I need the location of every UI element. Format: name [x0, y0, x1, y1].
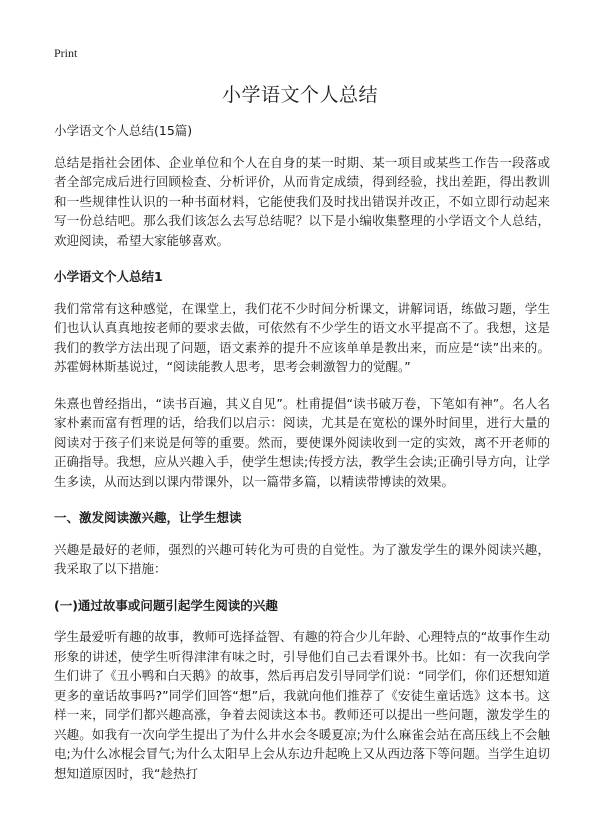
print-link[interactable]: Print	[54, 46, 78, 60]
section-heading: 小学语文个人总结1	[54, 269, 163, 284]
document-body	[54, 121, 550, 800]
document-subtitle: 小学语文个人总结(15篇)	[54, 123, 193, 138]
paragraph-2: 朱熹也曾经指出，“读书百遍，其义自见”。杜甫提倡“读书破万卷，下笔如有神”。名人名家朴素而富有哲理的话，给我们以启示：阅读，尤其是在宽松的课外时间里，进行大量的阅读对于孩子们来说是何等的重要。然而，要使课外阅读收到一定的实效，离不开老师的正确指导。我想，应从兴趣入手，使学生想读;传授方法，教学生会读;正确引导方向，让学生多读，从而达到以课内带课外，以一篇带多篇，以精读带博读的效果。	[54, 395, 550, 489]
paragraph-1: 我们常常有这种感觉，在课堂上，我们花不少时间分析课文，讲解词语，练做习题，学生们也认认真真地按老师的要求去做，可依然有不少学生的语文水平提高不了。我想，这是我们的教学方法出现了问题，语文素养的提升不应该单单是教出来，而应是“读”出来的。苏霍姆林斯基说过，“阅读能教人思考，思考会刺激智力的觉醒。”	[54, 300, 550, 374]
subsection-heading-1: 一、激发阅读激兴趣，让学生想读	[54, 510, 242, 525]
paragraph-3: 兴趣是最好的老师，强烈的兴趣可转化为可贵的自觉性。为了激发学生的课外阅读兴趣，我采取了以下措施：	[54, 541, 550, 576]
intro-paragraph: 总结是指社会团体、企业单位和个人在自身的某一时期、某一项目或某些工作告一段落或者全部完成后进行回顾检查、分析评价，从而肯定成绩，得到经验，找出差距，得出教训和一些规律性认识的一种书面材料，它能使我们及时找出错误并改正，不如立即行动起来写一份总结吧。那么我们该怎么去写总结呢？以下是小编收集整理的小学语文个人总结，欢迎阅读，希望大家能够喜欢。	[54, 154, 550, 248]
page-title: 小学语文个人总结	[221, 84, 378, 106]
subsection-heading-2: (一)通过故事或问题引起学生阅读的兴趣	[54, 597, 278, 613]
paragraph-4: 学生最爱听有趣的故事，教师可选择益智、有趣的符合少儿年龄、心理特点的“故事作生动形象的讲述，使学生听得津津有味之时，引导他们自己去看课外书。比如：有一次我向学生们讲了《丑小鸭和白天鹅》的故事，然后再启发引导同学们说：“同学们，你们还想知道更多的童话故事吗?”同学们回答“想”后，我就向他们推荐了《安徒生童话选》这本书。这样一来，同学们都兴趣高涨，争着去阅读这本书。教师还可以提出一些问题，激发学生的兴趣。如我有一次向学生提出了为什么井水会冬暖夏凉;为什么麻雀会站在高压线上不会触电;为什么冰棍会冒气;为什么太阳早上会从东边升起晚上又从西边落下等问题。当学生迫切想知道原因时，我“趁热打	[54, 629, 550, 781]
